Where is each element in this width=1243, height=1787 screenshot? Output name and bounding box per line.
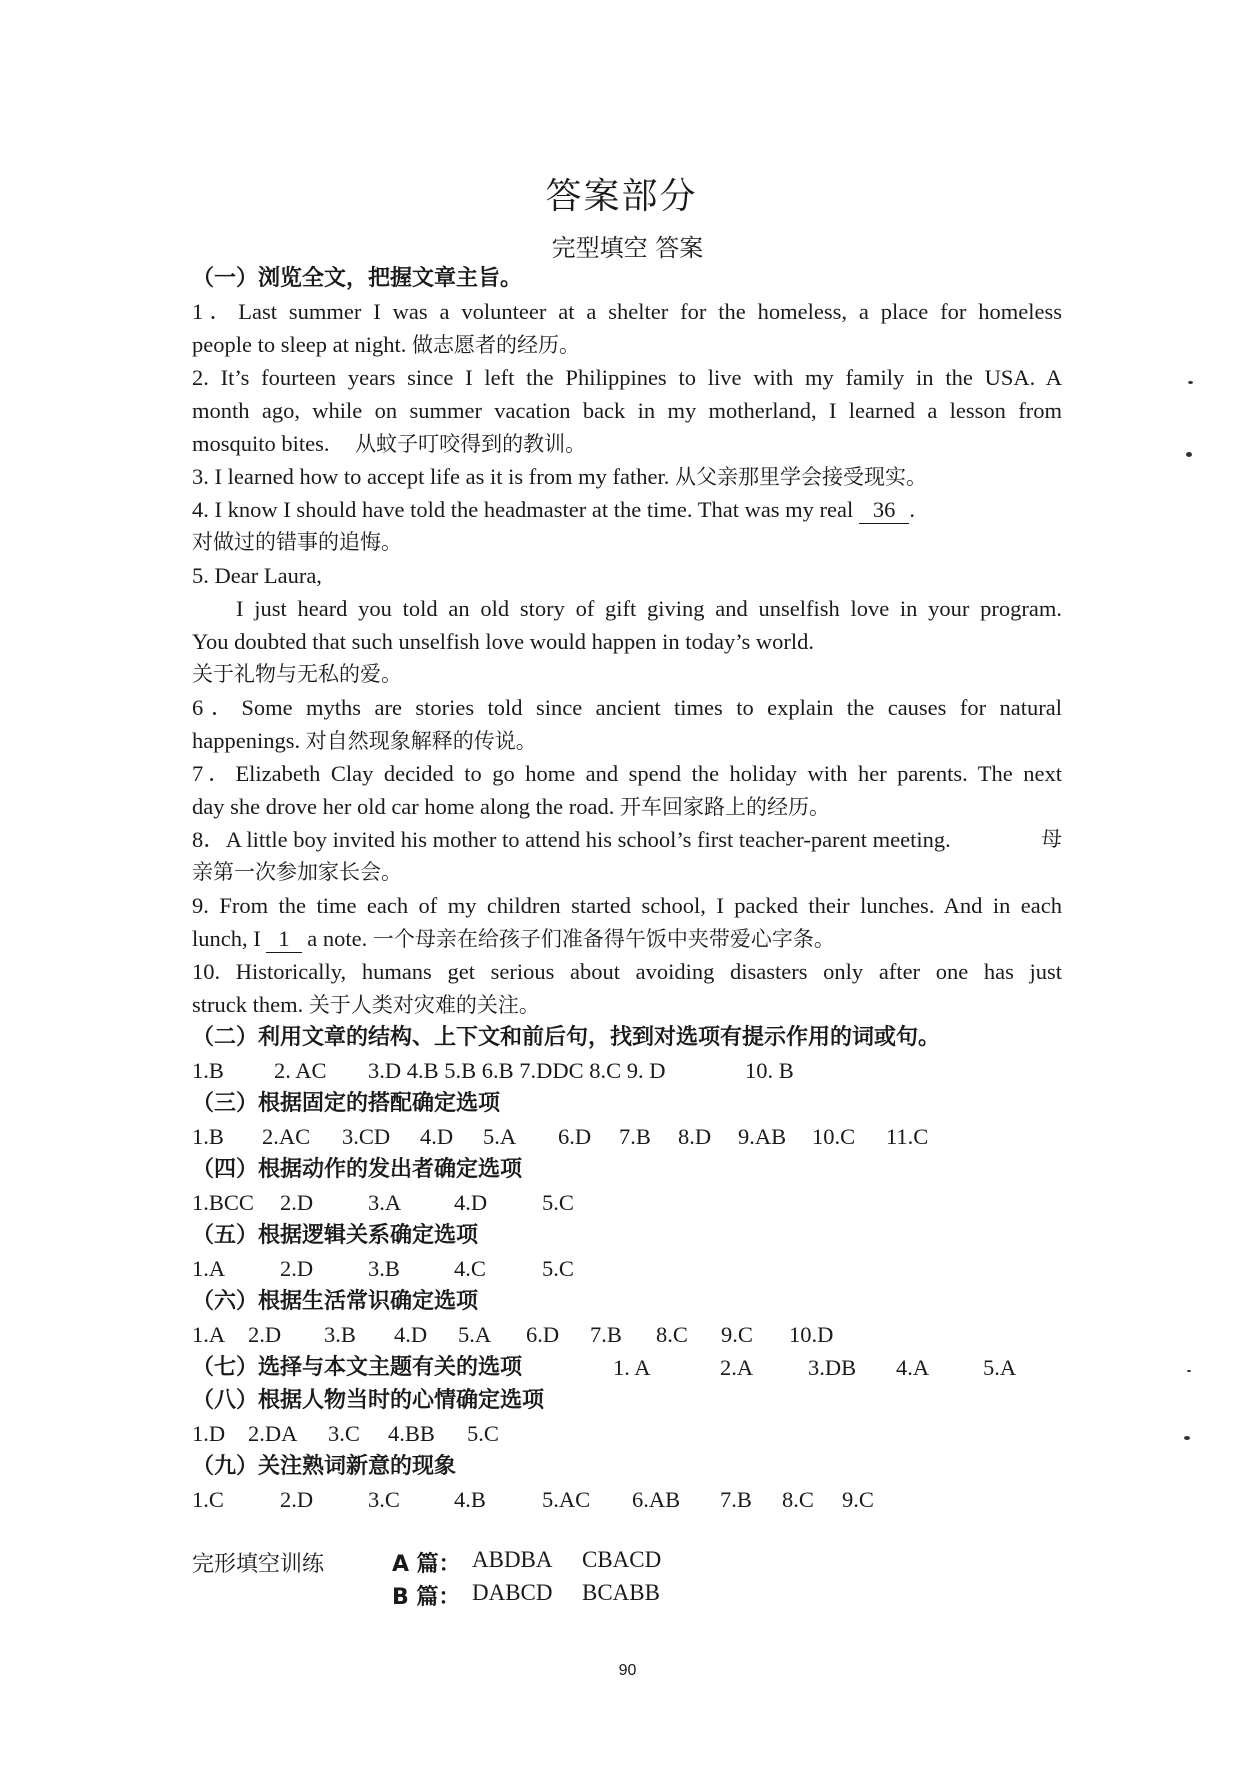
practice-label: 完形填空训练 bbox=[192, 1552, 325, 1577]
item-6-summary: 对自然现象解释的传说。 bbox=[305, 729, 537, 753]
item-9-text-2: a note. bbox=[307, 926, 368, 951]
item-8-text: 8．A little boy invited his mother to attend his school’s first teacher-parent meeting. bbox=[192, 827, 951, 852]
answer: 5.C bbox=[542, 1256, 574, 1281]
answer: 1.B bbox=[192, 1124, 224, 1149]
item-10-text: struck them. bbox=[192, 992, 304, 1017]
item-3-text: 3. I learned how to accept life as it is from my father. bbox=[192, 464, 670, 489]
answer: 1.A bbox=[192, 1256, 226, 1281]
answer: 5.C bbox=[467, 1421, 499, 1446]
answer: 3.A bbox=[368, 1190, 402, 1215]
item-4-period: . bbox=[909, 497, 916, 522]
answer-content bbox=[192, 262, 1062, 1516]
item-1-line-2 bbox=[192, 328, 1062, 361]
answer: 9.AB bbox=[738, 1124, 787, 1149]
practice-row-b bbox=[192, 1580, 792, 1613]
scan-speck bbox=[1186, 452, 1192, 457]
section-6-heading: （六）根据生活常识确定选项 bbox=[192, 1289, 479, 1314]
item-2-line-3 bbox=[192, 427, 1062, 460]
answer: 8.C bbox=[656, 1322, 688, 1347]
answer: 4.A bbox=[896, 1355, 930, 1380]
page-number: 90 bbox=[618, 1662, 637, 1679]
answer: 2.D bbox=[248, 1322, 282, 1347]
item-6-text: happenings. bbox=[192, 728, 301, 753]
passage-b-label: B 篇： bbox=[392, 1585, 461, 1610]
answer: 3.DB bbox=[808, 1355, 857, 1380]
item-8-summary: 亲第一次参加家长会。 bbox=[192, 860, 402, 884]
answer: 4.D bbox=[454, 1190, 488, 1215]
item-6-line-1: 6．Some myths are stories told since ancient times to explain the causes for natural bbox=[192, 695, 1062, 720]
answer: 1.B bbox=[192, 1058, 224, 1083]
answer: 2.A bbox=[720, 1355, 754, 1380]
item-8-summary-start: 母 bbox=[1041, 827, 1062, 851]
answer: 1.C bbox=[192, 1487, 224, 1512]
answer: 3.C bbox=[328, 1421, 360, 1446]
answer: 2.AC bbox=[262, 1124, 311, 1149]
scan-speck bbox=[1187, 1370, 1191, 1372]
item-9-text-1: lunch, I bbox=[192, 926, 261, 951]
section-3-heading: （三）根据固定的搭配确定选项 bbox=[192, 1091, 501, 1116]
answer: 3.C bbox=[368, 1487, 400, 1512]
section-1-heading: （一）浏览全文，把握文章主旨。 bbox=[192, 266, 523, 291]
section-2-heading: （二）利用文章的结构、上下文和前后句，找到对选项有提示作用的词或句。 bbox=[192, 1025, 941, 1050]
item-7-text: day she drove her old car home along the road. bbox=[192, 794, 615, 819]
answer: 7.B bbox=[720, 1487, 752, 1512]
answer: 1.D bbox=[192, 1421, 226, 1446]
passage-b-group-2: BCABB bbox=[582, 1580, 660, 1605]
answer: 2.DA bbox=[248, 1421, 298, 1446]
passage-a-label: A 篇： bbox=[392, 1552, 461, 1577]
item-1-text: people to sleep at night. bbox=[192, 332, 407, 357]
section-8-heading: （八）根据人物当时的心情确定选项 bbox=[192, 1388, 545, 1413]
answer: 10.C bbox=[812, 1124, 856, 1149]
item-10-summary: 关于人类对灾难的关注。 bbox=[308, 993, 540, 1017]
item-2-line-1: 2. It’s fourteen years since I left the Philippines to live with my family in the USA. A bbox=[192, 365, 1062, 390]
scan-speck bbox=[1184, 1436, 1190, 1440]
answer: 6.D bbox=[526, 1322, 560, 1347]
answer: 3.B bbox=[324, 1322, 356, 1347]
scan-speck bbox=[1188, 381, 1193, 384]
item-8-line-1 bbox=[192, 823, 1062, 856]
answer: 4.D bbox=[394, 1322, 428, 1347]
answer: 5.A bbox=[458, 1322, 492, 1347]
item-5-summary: 关于礼物与无私的爱。 bbox=[192, 662, 402, 686]
answer: 4.B bbox=[454, 1487, 486, 1512]
section-9-answers bbox=[192, 1483, 1062, 1516]
section-5-answers bbox=[192, 1252, 1062, 1285]
answer: 10.D bbox=[789, 1322, 834, 1347]
answer: 4.D bbox=[420, 1124, 454, 1149]
passage-a-group-1: ABDBA bbox=[472, 1547, 553, 1572]
item-9-summary: 一个母亲在给孩子们准备得午饭中夹带爱心字条。 bbox=[372, 927, 835, 951]
answer: 9.C bbox=[721, 1322, 753, 1347]
answer: 5.C bbox=[542, 1190, 574, 1215]
section-9-heading: （九）关注熟词新意的现象 bbox=[192, 1454, 457, 1479]
page-title: 答案部分 bbox=[545, 176, 698, 217]
answer: 2.D bbox=[280, 1256, 314, 1281]
item-3-line-1 bbox=[192, 460, 1062, 493]
passage-a-group-2: CBACD bbox=[582, 1547, 662, 1572]
section-7-row bbox=[192, 1351, 1062, 1384]
item-7-summary: 开车回家路上的经历。 bbox=[619, 795, 830, 819]
answer: 1.A bbox=[192, 1322, 226, 1347]
answer: 3.D 4.B 5.B 6.B 7.DDC 8.C 9. D bbox=[368, 1058, 666, 1083]
item-4-text: 4. I know I should have told the headmaster at the time. That was my real bbox=[192, 497, 854, 522]
item-3-summary: 从父亲那里学会接受现实。 bbox=[674, 465, 927, 489]
answer: 2.D bbox=[280, 1487, 314, 1512]
item-6-line-2 bbox=[192, 724, 1062, 757]
section-3-answers bbox=[192, 1120, 1062, 1153]
answer: 11.C bbox=[886, 1124, 929, 1149]
practice-row-a bbox=[192, 1547, 792, 1580]
answer: 4.C bbox=[454, 1256, 486, 1281]
answer: 5.A bbox=[483, 1124, 517, 1149]
item-7-line-2 bbox=[192, 790, 1062, 823]
item-1-summary: 做志愿者的经历。 bbox=[411, 333, 580, 357]
item-2-line-2: month ago, while on summer vacation back in my motherland, I learned a lesson from bbox=[192, 398, 1062, 423]
answer: 7.B bbox=[619, 1124, 651, 1149]
section-5-heading: （五）根据逻辑关系确定选项 bbox=[192, 1223, 479, 1248]
item-7-line-1: 7．Elizabeth Clay decided to go home and spend the holiday with her parents. The next bbox=[192, 761, 1062, 786]
answer: 2.D bbox=[280, 1190, 314, 1215]
item-10-line-2 bbox=[192, 988, 1062, 1021]
section-6-answers bbox=[192, 1318, 1062, 1351]
item-9-blank: 1 bbox=[266, 926, 301, 953]
answer: 3.CD bbox=[342, 1124, 391, 1149]
answer: 8.C bbox=[782, 1487, 814, 1512]
passage-b-group-1: DABCD bbox=[472, 1580, 553, 1605]
section-4-answers bbox=[192, 1186, 1062, 1219]
answer: 7.B bbox=[590, 1322, 622, 1347]
answer: 3.B bbox=[368, 1256, 400, 1281]
section-4-heading: （四）根据动作的发出者确定选项 bbox=[192, 1157, 523, 1182]
section-2-answers bbox=[192, 1054, 1062, 1087]
item-5-line-3: You doubted that such unselfish love would happen in today’s world. bbox=[192, 629, 815, 654]
item-1-line-1: 1．Last summer I was a volunteer at a shelter for the homeless, a place for homeless bbox=[192, 299, 1062, 324]
answer: 5.AC bbox=[542, 1487, 591, 1512]
section-8-answers bbox=[192, 1417, 1062, 1450]
item-9-line-2 bbox=[192, 922, 1062, 955]
answer: 2. AC bbox=[274, 1058, 327, 1083]
item-4-blank: 36 bbox=[859, 497, 910, 524]
answer: 4.BB bbox=[388, 1421, 435, 1446]
answer: 1.BCC bbox=[192, 1190, 254, 1215]
item-10-line-1: 10. Historically, humans get serious about avoiding disasters only after one has just bbox=[192, 959, 1062, 984]
answer: 1. A bbox=[613, 1355, 651, 1380]
item-9-line-1: 9. From the time each of my children started school, I packed their lunches. And in each bbox=[192, 893, 1062, 918]
answer: 6.AB bbox=[632, 1487, 681, 1512]
item-5-line-1: 5. Dear Laura, bbox=[192, 563, 322, 588]
page-subtitle: 完型填空 答案 bbox=[551, 234, 704, 262]
section-7-heading: （七）选择与本文主题有关的选项 bbox=[192, 1355, 523, 1380]
answer: 6.D bbox=[558, 1124, 592, 1149]
item-2-text: mosquito bites. bbox=[192, 431, 330, 456]
item-4-line-1 bbox=[192, 493, 1062, 526]
answer: 8.D bbox=[678, 1124, 712, 1149]
answer: 10. B bbox=[745, 1058, 794, 1083]
answer: 9.C bbox=[842, 1487, 874, 1512]
item-2-summary: 从蚊子叮咬得到的教训。 bbox=[355, 432, 587, 456]
answer: 5.A bbox=[983, 1355, 1017, 1380]
item-4-summary: 对做过的错事的追悔。 bbox=[192, 530, 402, 554]
item-5-line-2: I just heard you told an old story of gift giving and unselfish love in your program. bbox=[236, 596, 1062, 621]
practice-answers bbox=[192, 1547, 792, 1613]
